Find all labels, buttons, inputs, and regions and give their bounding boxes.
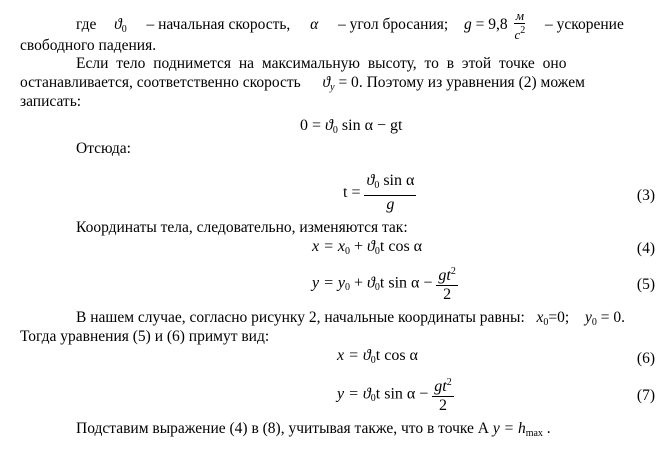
text-otsyuda: Отсюда: — [76, 140, 131, 157]
equation-3: t = $\frac{ϑ_0 \sin \alpha}{g}$ — [343, 172, 415, 213]
symbol-v0: ϑ — [114, 16, 122, 34]
equation-4-number: (4) — [636, 240, 655, 257]
equation-7-number: (7) — [636, 387, 655, 404]
equation-7: $y = ϑ_0t$ sin α − $\frac{gt^2}{2}$ — [337, 377, 452, 414]
equation-velocity: $0 = ϑ_0$ sin α − gt — [300, 117, 403, 136]
paragraph-3-line-1: В нашем случае, согласно рисунку 2, начальные координаты равны: $x_0=0$; $y_0 = 0$. — [76, 309, 625, 328]
symbol-g: g — [463, 16, 472, 34]
equation-5: $y = y_0 + ϑ_0t$ sin α − $\frac{gt^2}{2}$ — [312, 266, 456, 303]
equation-6-number: (6) — [636, 350, 655, 367]
symbol-vy: ϑ — [322, 74, 331, 91]
equation-4: $x = x_0 + ϑ_0t$ cos α — [312, 238, 423, 257]
paragraph-2-line-2: останавливается, соответственно скорость $ϑ_y = 0$. Поэтому из уравнения (2) можем — [20, 74, 585, 93]
paragraph-4: Подставим выражение (4) в (8), учитывая также, что в точке А $y = h_{max}$ . — [76, 420, 551, 439]
definitions-line: где $ϑ_0$ – начальная скорость, α – угол бросания; g = 9,8 $\frac{м}{с^2}$ – ускорение — [76, 8, 624, 42]
equation-5-number: (5) — [636, 276, 655, 293]
paragraph-2-line-3: записать: — [20, 93, 82, 110]
paragraph-3-line-2: Тогда уравнения (5) и (6) примут вид: — [20, 328, 270, 345]
equation-3-number: (3) — [636, 187, 655, 204]
text-coordinates: Координаты тела, следовательно, изменяются так: — [76, 219, 408, 236]
definitions-line-2: свободного падения. — [20, 37, 157, 54]
paragraph-2-line-1: Если тело поднимется на максимальную высоту, то в этой точке оно — [76, 55, 567, 72]
unit-fraction: $\frac{м}{с^2}$ — [514, 8, 526, 42]
equation-6: $x = ϑ_0t$ cos α — [337, 347, 418, 366]
symbol-alpha: α — [310, 16, 319, 34]
